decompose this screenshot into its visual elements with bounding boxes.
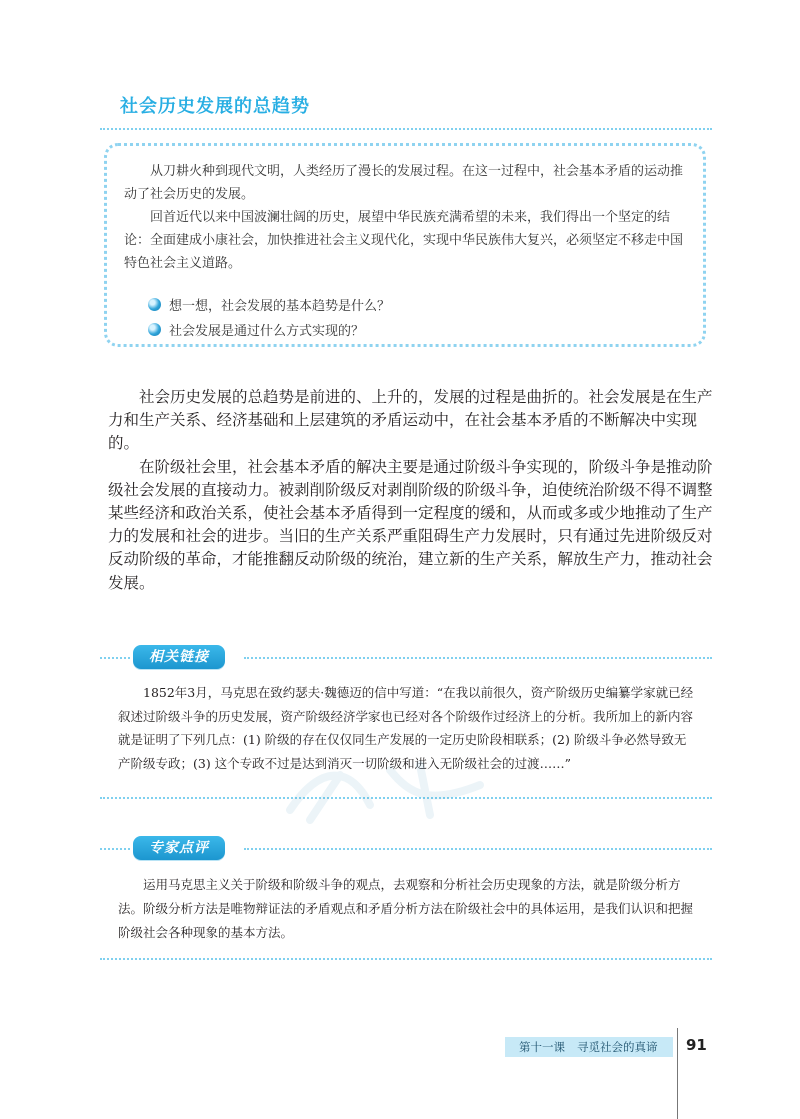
footer-lesson-band [505,1037,673,1057]
question-text: 想一想，社会发展的基本趋势是什么？ [169,298,391,314]
intro-text [124,160,694,275]
expert-review-bottom-divider [100,958,712,960]
footer-lesson: 第十一课 [519,1040,565,1054]
title-divider [100,128,712,130]
related-links-tag: 相关链接 [133,645,225,669]
intro-paragraph: 回首近代以来中国波澜壮阔的历史，展望中华民族充满希望的未来，我们得出一个坚定的结论：全面建成小康社会，加快推进社会主义现代化，实现中华民族伟大复兴，必须坚定不移走中国特色社会主义道路。 [124,210,684,271]
bullet-ball-icon [148,323,161,336]
related-links-line-left [100,657,130,659]
expert-review-tag: 专家点评 [133,836,225,860]
question-item [148,294,390,314]
related-links-paragraph: 1852年3月，马克思在致约瑟夫·魏德迈的信中写道：“在我以前很久，资产阶级历史编纂学家就已经叙述过阶级斗争的历史发展，资产阶级经济学家也已经对各个阶级作过经济上的分析。我所加上的新内容就是证明了下列几点：(1) 阶级的存在仅仅同生产发展的一定历史阶段相联系；(2) 阶级斗争必然导致无产阶级专政；(3) 这个专政不过是达到消灭一切阶级和进入无阶级社会的过渡……” [118,685,694,771]
footer-vertical-rule [677,1028,678,1119]
section-title: 社会历史发展的总趋势 [120,96,310,117]
expert-review-text [118,873,696,945]
intro-paragraph: 从刀耕火种到现代文明，人类经历了漫长的发展过程。在这一过程中，社会基本矛盾的运动推动了社会历史的发展。 [124,164,684,202]
page-number: 91 [686,1036,707,1054]
watermark-logo [280,755,500,825]
main-paragraph: 社会历史发展的总趋势是前进的、上升的，发展的过程是曲折的。社会发展是在生产力和生产关系、经济基础和上层建筑的矛盾运动中，在社会基本矛盾的不断解决中实现的。 [108,388,713,453]
main-paragraph: 在阶级社会里，社会基本矛盾的解决主要是通过阶级斗争实现的，阶级斗争是推动阶级社会发展的直接动力。被剥削阶级反对剥削阶级的阶级斗争，迫使统治阶级不得不调整某些经济和政治关系，使社会基本矛盾得到一定程度的缓和，从而或多或少地推动了生产力的发展和社会的进步。当旧的生产关系严重阻碍生产力发展时，只有通过先进阶级反对反动阶级的革命，才能推翻反动阶级的统治，建立新的生产关系，解放生产力，推动社会发展。 [108,457,713,592]
bullet-ball-icon [148,298,161,311]
expert-review-line-left [100,848,130,850]
expert-review-line-right [244,848,712,850]
question-item [148,319,364,339]
footer-lesson-title: 寻觅社会的真谛 [577,1040,658,1054]
expert-review-paragraph: 运用马克思主义关于阶级和阶级斗争的观点，去观察和分析社会历史现象的方法，就是阶级分析方法。阶级分析方法是唯物辩证法的矛盾观点和矛盾分析方法在阶级社会中的具体运用，是我们认识和把握阶级社会各种现象的基本方法。 [118,877,694,940]
question-text: 社会发展是通过什么方式实现的？ [169,323,365,339]
main-text [108,386,716,595]
related-links-line-right [244,657,712,659]
